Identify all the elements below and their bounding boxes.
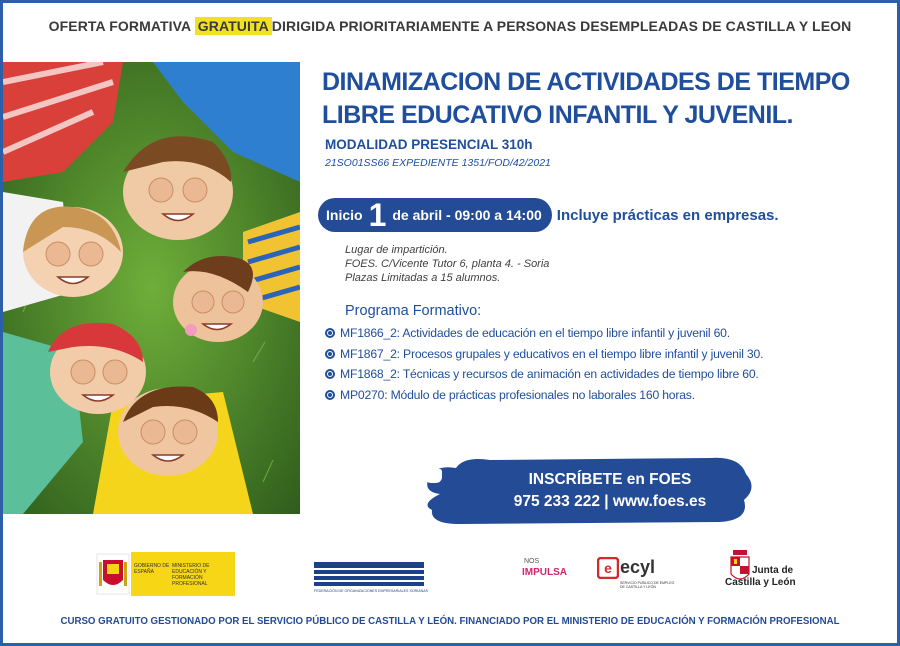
children-photo: [3, 62, 300, 514]
bullet-icon: [325, 390, 335, 400]
module-text: MF1866_2: Actividades de educación en el tiempo libre infantil y juvenil 60.: [340, 326, 730, 341]
gobierno-text: GOBIERNO DE ESPAÑA: [134, 563, 170, 575]
pointer-hand-icon: [420, 454, 442, 484]
signup-label: INSCRÍBETE en FOES: [528, 471, 692, 488]
start-label: Inicio: [326, 207, 363, 223]
module-item: [325, 385, 763, 406]
program-title: Programa Formativo:: [345, 303, 482, 319]
junta-line2: Castilla y León: [725, 577, 796, 588]
header-prefix: OFERTA FORMATIVA: [48, 18, 191, 34]
signup-contact: 975 233 222 | www.foes.es: [513, 493, 707, 510]
course-modality: MODALIDAD PRESENCIAL 310h: [325, 137, 533, 152]
bullet-icon: [325, 369, 335, 379]
module-item: [325, 364, 763, 385]
start-detail: de abril - 09:00 a 14:00: [392, 207, 542, 223]
svg-text:e: e: [604, 560, 612, 576]
course-title: [322, 66, 882, 132]
location-line3: Plazas Limitadas a 15 alumnos.: [345, 272, 501, 284]
header-highlight: GRATUITA: [195, 17, 272, 35]
signup-text: [480, 470, 740, 514]
start-date-badge: [318, 198, 552, 232]
course-title-line2: LIBRE EDUCATIVO INFANTIL Y JUVENIL.: [322, 101, 793, 129]
module-list: [325, 323, 763, 405]
module-text: MP0270: Módulo de prácticas profesionales no laborales 160 horas.: [340, 387, 695, 402]
header-suffix: DIRIGIDA PRIORITARIAMENTE A PERSONAS DESEMPLEADAS DE CASTILLA Y LEON: [271, 18, 852, 34]
module-item: [325, 344, 763, 365]
foes-subtitle: FEDERACIÓN DE ORGANIZACIONES EMPRESARIALES SORIANAS: [314, 589, 429, 593]
location-line1: Lugar de impartición.: [345, 244, 448, 256]
module-text: MF1868_2: Técnicas y recursos de animación en actividades de tiempo libre 60.: [340, 367, 759, 382]
impulsa-text: IMPULSA: [522, 567, 567, 578]
module-text: MF1867_2: Procesos grupales y educativos en el tiempo libre infantil y juvenil 30.: [340, 346, 764, 361]
children-illustration: [3, 62, 300, 514]
bullet-icon: [325, 349, 335, 359]
ecyl-subtitle: SERVICIO PÚBLICO DE EMPLEO DE CASTILLA Y LEÓN: [620, 581, 675, 589]
nos-text: NOS: [524, 558, 540, 565]
course-title-line1: DINAMIZACION DE ACTIVIDADES DE TIEMPO: [322, 68, 850, 96]
junta-line1: Junta de: [752, 565, 794, 576]
ministerio-text: MINISTERIO DE EDUCACIÓN Y FORMACIÓN PROFESIONAL: [172, 563, 210, 587]
start-date-row: [318, 197, 779, 233]
start-extra: Incluye prácticas en empresas.: [556, 206, 779, 224]
sponsor-logos: [0, 545, 900, 605]
foes-wordmark: [314, 562, 424, 588]
footer-note: CURSO GRATUITO GESTIONADO POR EL SERVICIO PÚBLICO DE CASTILLA Y LEÓN. FINANCIADO POR EL MINISTERIO DE EDUCACIÓN Y FORMACIÓN PROFESIONAL: [60, 616, 840, 627]
ecyl-logo-mark: [597, 557, 619, 579]
ecyl-wordmark: ecyl: [620, 557, 656, 577]
bullet-icon: [325, 328, 335, 338]
start-day: 1: [368, 196, 387, 233]
location-block: [345, 243, 549, 285]
signup-button[interactable]: [420, 454, 756, 526]
location-line2: FOES. C/Vicente Tutor 6, planta 4. - Soria: [345, 258, 550, 270]
header-banner: [0, 18, 900, 34]
module-item: [325, 323, 763, 344]
course-expediente: 21SO01SS66 EXPEDIENTE 1351/FOD/42/2021: [325, 157, 551, 169]
